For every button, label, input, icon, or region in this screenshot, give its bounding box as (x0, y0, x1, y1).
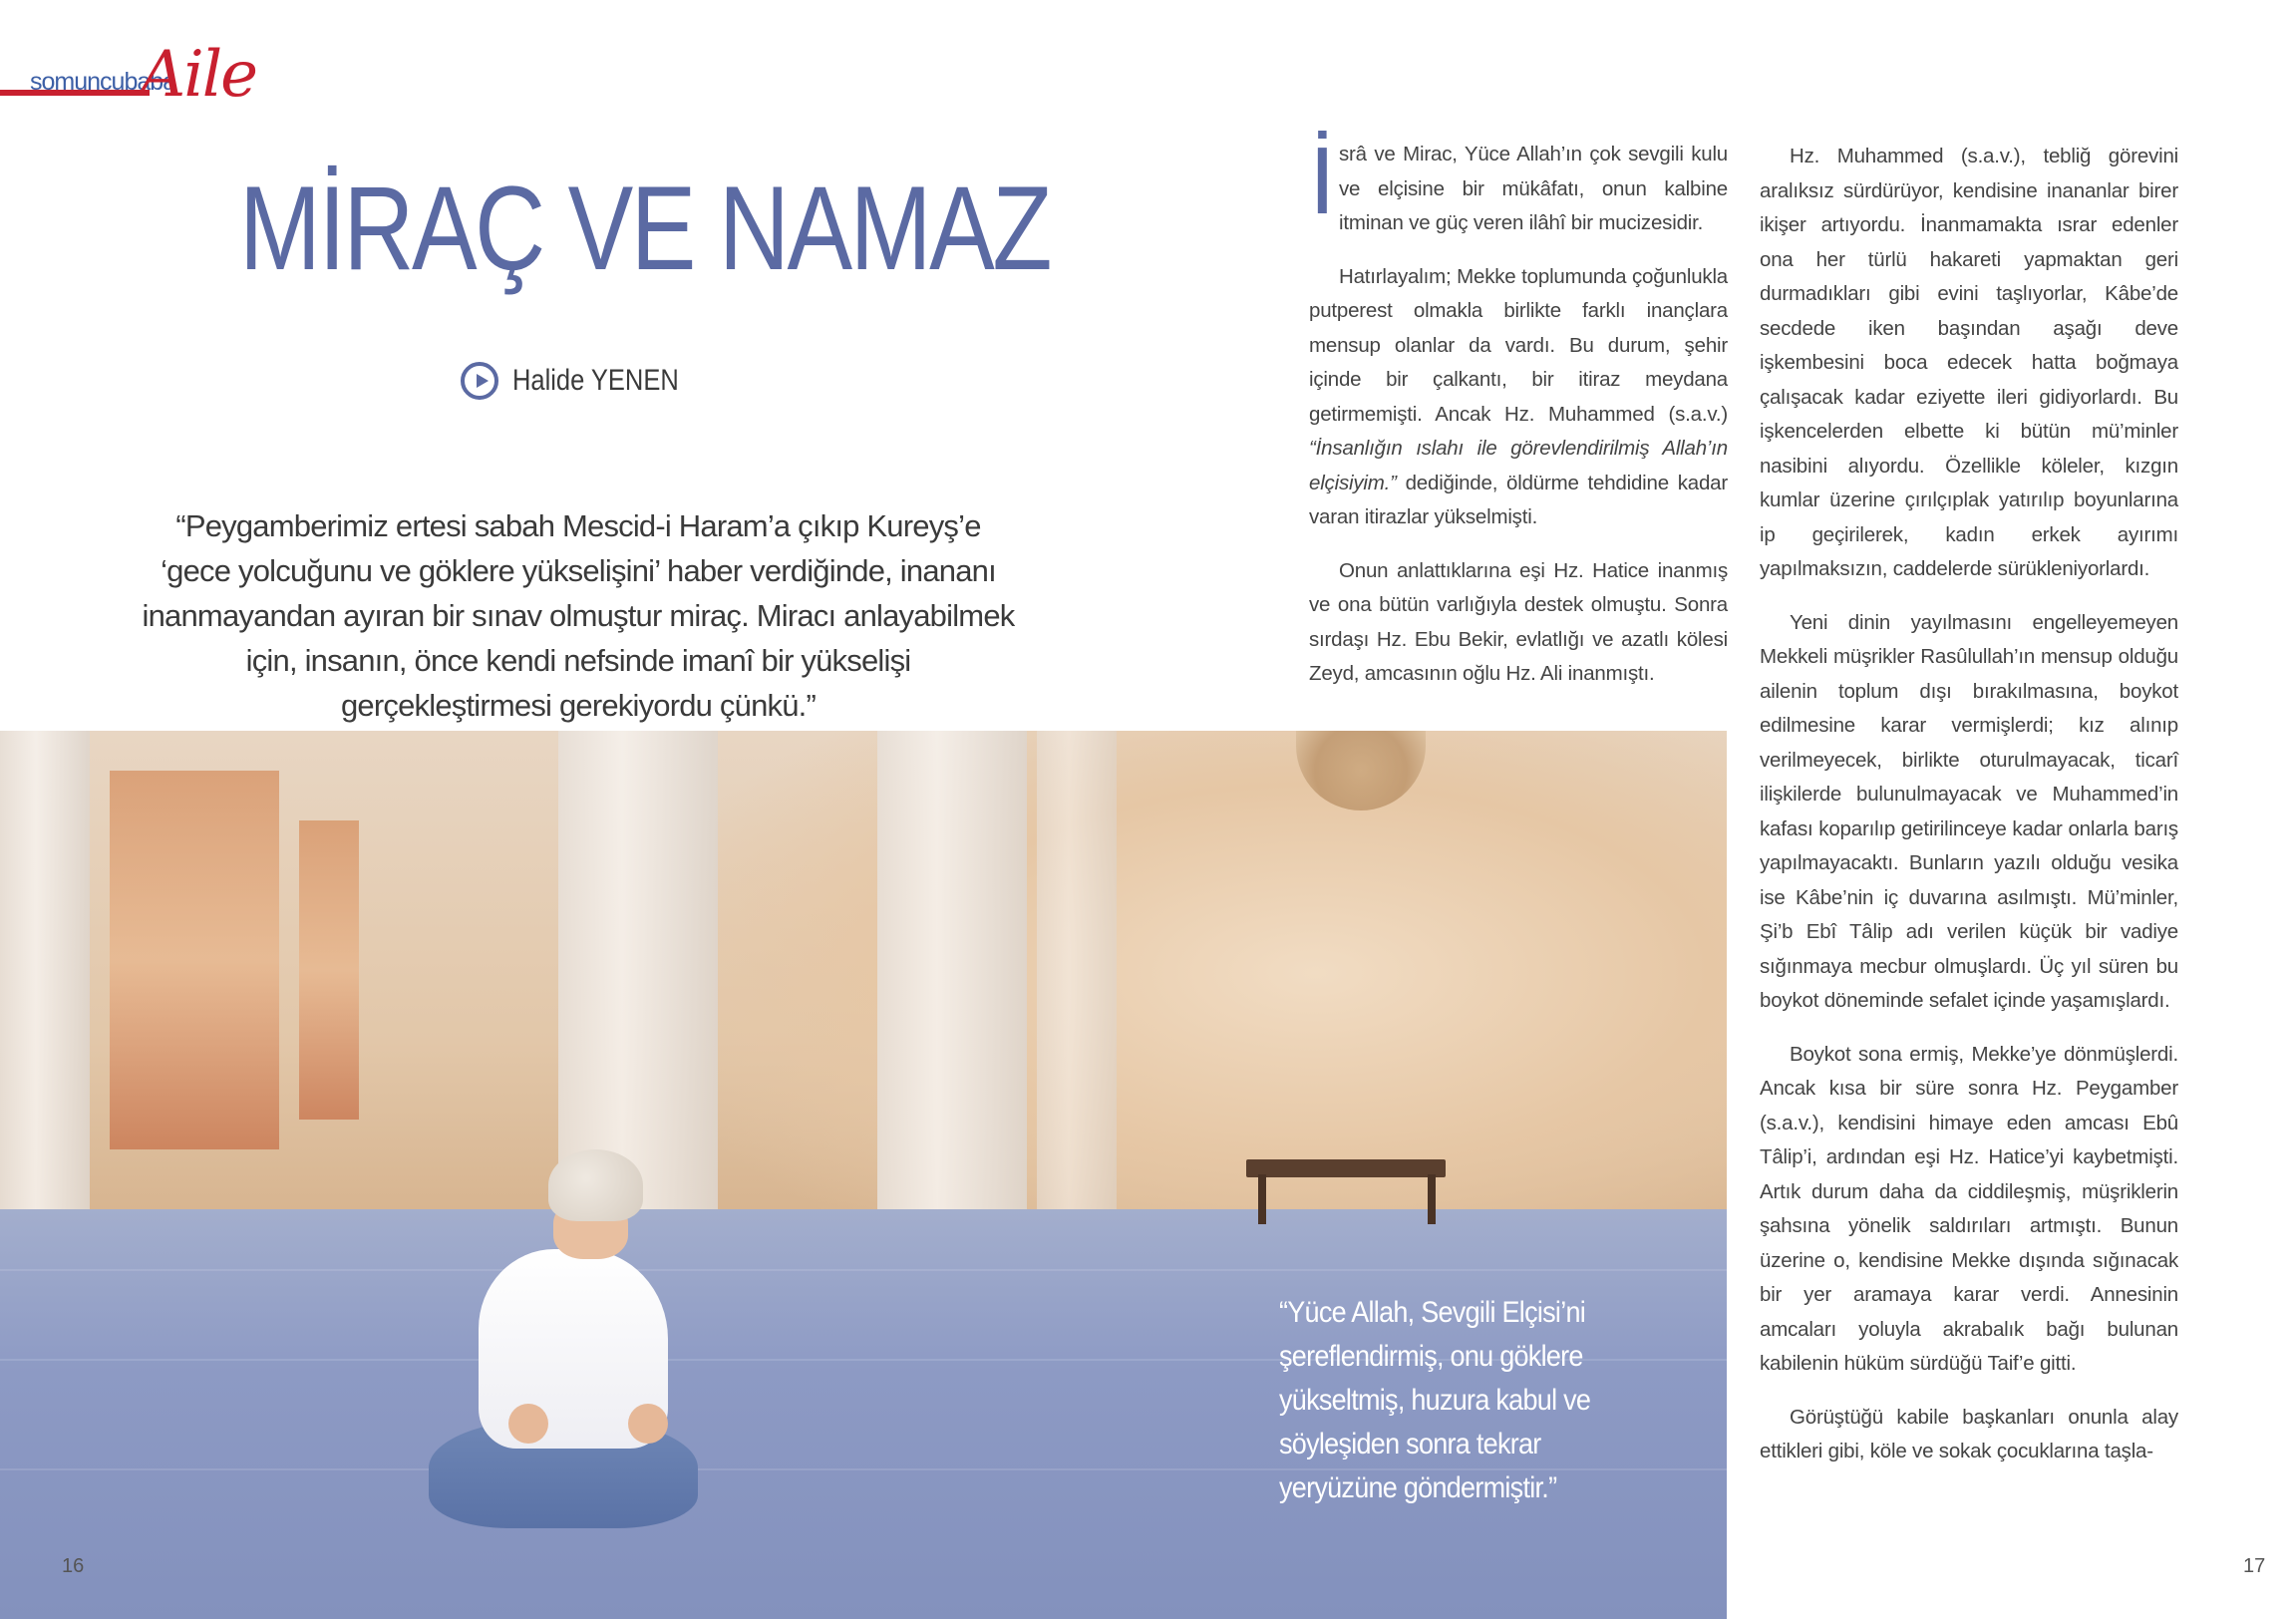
pillar (0, 731, 90, 1249)
section-name: Aile (140, 38, 257, 112)
page-number-right: 17 (2243, 1555, 2266, 1577)
stained-window (110, 771, 279, 1149)
paragraph: Hz. Muhammed (s.a.v.), tebliğ görevini aralıksız sürdürüyor, kendisine inananlar birer ikişer artıyordu. İnanmamakta ısrar edenler ona her türlü hakareti yapmaktan geri durmadıkları gibi evini taşlıyorlar, Kâbe’de secdede iken başından aşağı deve işkembesini boca edecek hatta boğmaya çalışacak kadar eziyette ileri gidiyorlardı. Bu işkencelerden elbette ki bütün mü’minler nasibini alıyordu. Özellikle köleler, kızgın kumlar üzerine çırılçıplak yatırılıp boyunlarına ip geçirilerek, kadın erkek ayırımı yapılmaksızın, caddelerde sürükleniyorlardı. (1760, 145, 2178, 580)
author-name: Halide YENEN (512, 364, 679, 397)
lead-quote: “Peygamberimiz ertesi sabah Mescid-i Haram’a çıkıp Kureyş’e ‘gece yolcuğunu ve göklere yükselişini’ haber verdiğinde, inananı inanmayandan ayıran bir sınav olmuştur miraç. Miracı anlayabilmek için, insanın, önce kendi nefsinde imanî bir yükselişi gerçekleştirmesi gerekiyordu çünkü.” (142, 508, 1015, 723)
page-number-left: 16 (62, 1555, 85, 1577)
drop-cap: İ (1309, 128, 1336, 234)
text-column-2 (1760, 140, 2178, 1488)
magazine-brand (0, 38, 257, 112)
article-title: MİRAÇ VE NAMAZ (239, 162, 1050, 295)
prayer-cap (548, 1149, 643, 1221)
play-circle-icon (461, 362, 498, 400)
pillar (1037, 731, 1117, 1289)
wall-glow (698, 731, 1727, 1269)
praying-boy (409, 1149, 708, 1548)
paragraph: Yeni dinin yayılmasını engelleyemeyen Mekkeli müşrikler Rasûlullah’ın mensup olduğu ailenin toplum dışı bırakılmasına, boykot edilmesine karar vermişlerdi; kız alınıp verilmeyecek, birlikte oturulmayacak, ticarî ilişkilerde bulunulmayacak ve Muhammed’in kafası koparılıp getirilinceye kadar onlarla barış yapılmayacaktı. Bunların yazılı olduğu vesika ise Kâbe’nin iç duvarına asılmıştı. Mü’minler, Şi’b Ebî Tâlip adı verilen küçük bir vadiye sığınmaya mecbur olmuşlardı. Üç yıl süren bu boykot döneminde sefalet içinde yaşamışlardı. (1760, 610, 2178, 1012)
wooden-bench (1246, 1159, 1446, 1177)
paragraph: Boykot sona ermiş, Mekke’ye dönmüşlerdi. Ancak kısa bir süre sonra Hz. Peygamber (s.a.v.), kendisini himaye eden amcası Ebû Tâlip’i, ardından eşi Hz. Hatice’yi kaybetmişti. Artık durum daha da ciddileşmiş, müşriklerin şahsına yönelik saldırıları artmıştı. Bunun üzerine o, kendisine Mekke dışında sığınacak bir yer aramaya karar verdi. Annesinin amcaları yoluyla akrabalık bağı bulunan kabilenin hüküm sürdüğü Taif’e gitti. (1760, 1042, 2178, 1375)
pillar (877, 731, 1027, 1289)
brand-name: somuncubaba (30, 68, 176, 96)
paragraph: Hatırlayalım; Mekke toplumunda çoğunlukla putperest olmakla birlikte farklı inançlara mensup olanlar da vardı. Bu durum, şehir içinde bir çalkantı, bir itiraz meydana getirmemişti. Ancak Hz. Muhammed (s.a.v.) “İnsanlığın ıslahı ile görevlendirilmiş Allah’ın elçisiyim.” dediğinde, öldürme tehdidine kadar varan itirazlar yükselmişti. (1309, 264, 1728, 528)
pull-quote: “Yüce Allah, Sevgili Elçisi’ni şereflendirmiş, onu göklere yükseltmiş, huzura kabul ve söyleşiden sonra tekrar yeryüzüne göndermiştir.” (1279, 1296, 1591, 1504)
paragraph: Onun anlattıklarına eşi Hz. Hatice inanmış ve ona bütün varlığıyla destek olmuştu. Sonra sırdaşı Hz. Ebu Bekir, evlatlığı ve azatlı kölesi Zeyd, amcasının oğlu Hz. Ali inanmıştı. (1309, 558, 1728, 685)
stained-window (299, 820, 359, 1120)
text-column-1 (1309, 128, 1728, 711)
author-line (461, 362, 708, 400)
paragraph: İ srâ ve Mirac, Yüce Allah’ın çok sevgili kulu ve elçisine bir mükâfatı, onun kalbine itminan ve güç veren ilâhî bir mucizesidir. (1309, 128, 1728, 234)
paragraph: Görüştüğü kabile başkanları onunla alay ettikleri gibi, köle ve sokak çocuklarına taşla- (1760, 1405, 2178, 1462)
